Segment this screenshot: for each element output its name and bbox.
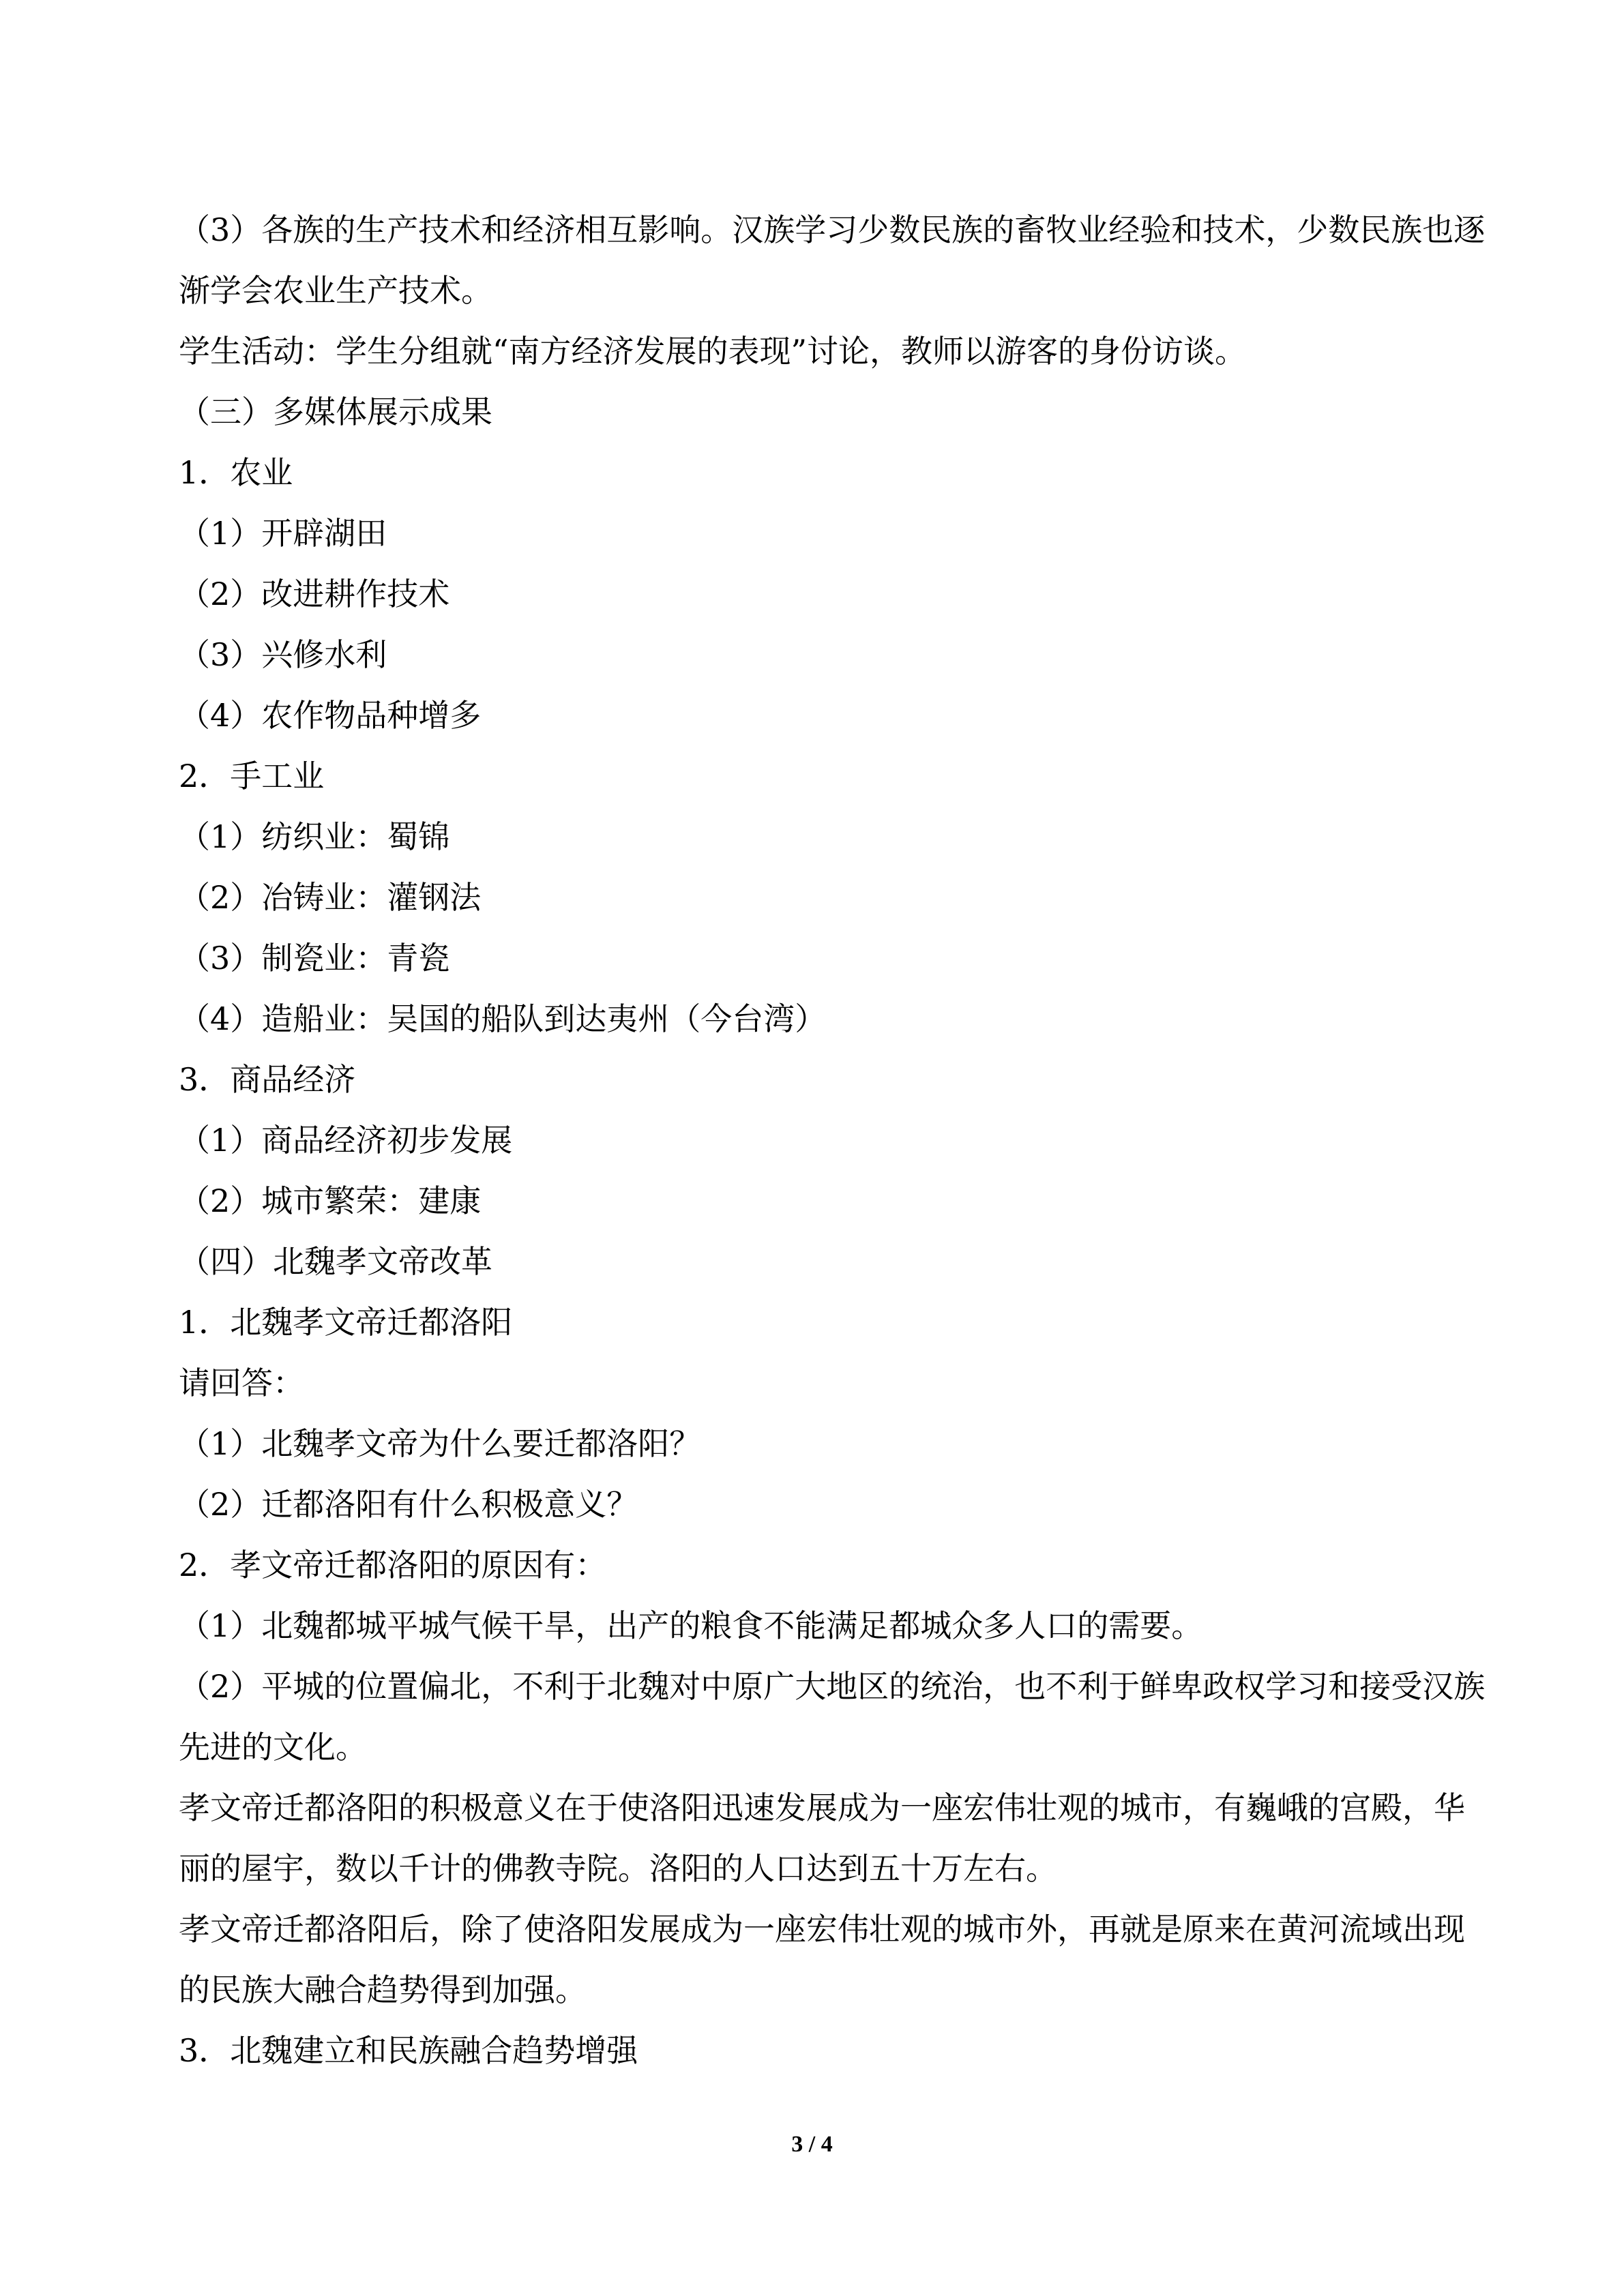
paragraph-integration: 孝文帝迁都洛阳后，除了使洛阳发展成为一座宏伟壮观的城市外，再就是原来在黄河流域出现的民族大融合趋势得到加强。 xyxy=(179,1911,1465,2008)
question-item: （1）北魏孝文帝为什么要迁都洛阳？ xyxy=(179,1425,701,1462)
subheading-reasons: 2．孝文帝迁都洛阳的原因有： xyxy=(179,1547,607,1583)
reason-item: （2）平城的位置偏北，不利于北魏对中原广大地区的统治，也不利于鲜卑政权学习和接受汉族先进的文化。 xyxy=(179,1668,1486,1765)
page-number: 3 / 4 xyxy=(791,2132,833,2157)
paragraph-1: （3）各族的生产技术和经济相互影响。汉族学习少数民族的畜牧业经验和技术，少数民族也逐渐学会农业生产技术。 xyxy=(179,211,1486,309)
reason-item: （1）北魏都城平城气候干旱，出产的粮食不能满足都城众多人口的需要。 xyxy=(179,1607,1203,1644)
list-item: （2）改进耕作技术 xyxy=(179,576,450,612)
paragraph-2: 学生活动：学生分组就“南方经济发展的表现”讨论，教师以游客的身份访谈。 xyxy=(179,333,1247,370)
list-item: （3）制瓷业：青瓷 xyxy=(179,940,450,976)
list-item: （4）农作物品种增多 xyxy=(179,697,482,734)
question-item: （2）迁都洛阳有什么积极意义？ xyxy=(179,1486,638,1523)
subheading-northern-wei: 3．北魏建立和民族融合趋势增强 xyxy=(179,2032,638,2069)
section-heading-3: （三）多媒体展示成果 xyxy=(179,393,492,430)
subheading-commodity-economy: 3．商品经济 xyxy=(179,1061,356,1098)
list-item: （1）开辟湖田 xyxy=(179,515,387,552)
subheading-relocation: 1．北魏孝文帝迁都洛阳 xyxy=(179,1304,513,1341)
document-body xyxy=(179,200,1486,2081)
paragraph-significance: 孝文帝迁都洛阳的积极意义在于使洛阳迅速发展成为一座宏伟壮观的城市，有巍峨的宫殿，华丽的屋宇，数以千计的佛教寺院。洛阳的人口达到五十万左右。 xyxy=(179,1789,1465,1887)
list-item: （2）城市繁荣：建康 xyxy=(179,1182,482,1219)
subheading-agriculture: 1．农业 xyxy=(179,454,293,491)
list-item: （1）纺织业：蜀锦 xyxy=(179,818,450,855)
section-heading-4: （四）北魏孝文帝改革 xyxy=(179,1243,492,1280)
list-item: （4）造船业：吴国的船队到达夷州（今台湾） xyxy=(179,1000,827,1037)
question-prompt: 请回答： xyxy=(179,1365,304,1401)
list-item: （3）兴修水利 xyxy=(179,636,387,673)
list-item: （1）商品经济初步发展 xyxy=(179,1122,513,1159)
list-item: （2）冶铸业：灌钢法 xyxy=(179,879,482,916)
subheading-handicraft: 2．手工业 xyxy=(179,758,325,794)
